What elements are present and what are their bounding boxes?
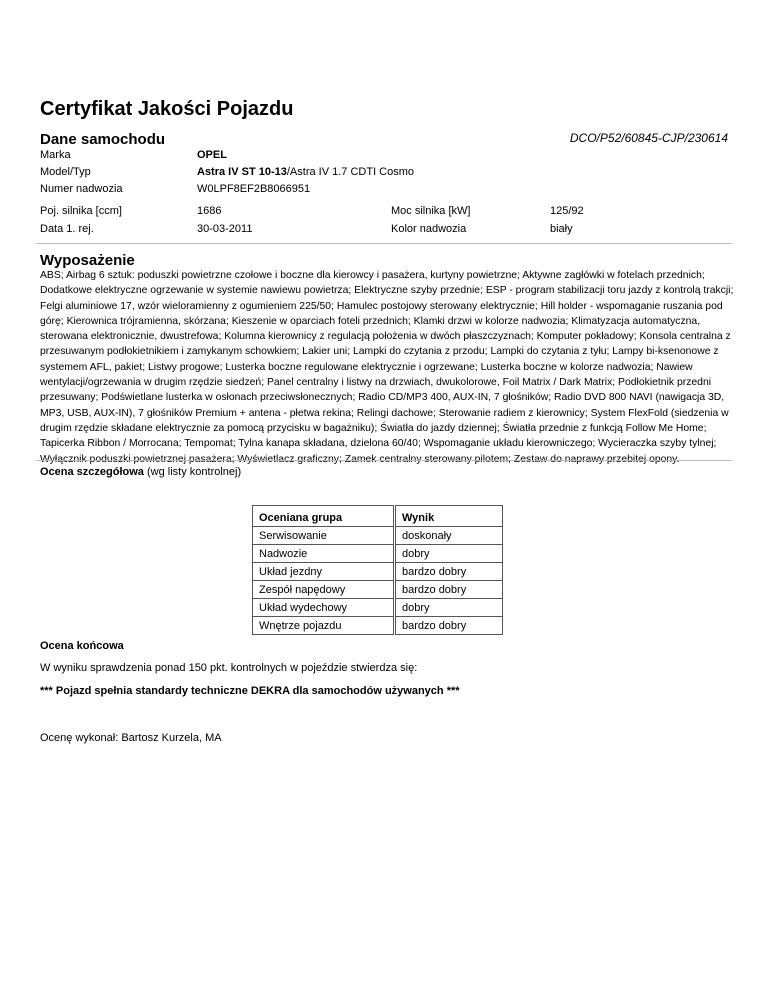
assessor-signature: Ocenę wykonał: Bartosz Kurzela, MA	[40, 732, 222, 744]
grades-table	[252, 505, 503, 635]
table-row	[253, 545, 503, 563]
color-label: Kolor nadwozia	[391, 223, 467, 235]
divider	[36, 243, 732, 244]
table-row	[253, 563, 503, 581]
detail-heading-note: (wg listy kontrolnej)	[143, 466, 242, 478]
table-row	[253, 581, 503, 599]
detail-heading-bold: Ocena szczegółowa	[40, 466, 144, 478]
group-column-header: Oceniana grupa	[253, 506, 394, 527]
table-row	[253, 527, 503, 545]
registration-label: Data 1. rej.	[40, 223, 94, 235]
group-cell: Układ jezdny	[253, 563, 394, 581]
model-variant: /Astra IV 1.7 CDTI Cosmo	[286, 166, 415, 178]
group-cell: Zespół napędowy	[253, 581, 394, 599]
power-value: 125/92	[550, 205, 584, 217]
make-value: OPEL	[197, 149, 227, 161]
final-assessment-heading: Ocena końcowa	[40, 640, 124, 652]
table-header-row	[253, 506, 503, 527]
model-name: Astra IV ST 10-13	[197, 166, 287, 178]
equipment-list: ABS; Airbag 6 sztuk: poduszki powietrzne czołowe i boczne dla kierowcy i pasażera, kurtyny powietrzne; Aktywne zagłówki w fotelach przednich; Dodatkowe elektryczne ogrzewanie w systemie nawiewu powietrza; Elektryczne szyby przednie; ESP - program stabilizacji toru jazdy z kontrolą trakcji; Felgi aluminiowe 17, wzór wieloramienny z ogumieniem 225/50; Hamulec postojowy sterowany elektrycznie; Hill holder - wspomaganie ruszania pod górę; Kierownica trójramienna, skórzana; Kieszenie w oparciach foteli przednich; Klamki drzwi w kolorze nadwozia; Klimatyzacja automatyczna, sterowana elektronicznie, dwustrefowa; Kolumna kierownicy z regulacją położenia w dwóch płaszczyznach; Komputer pokładowy; Konsola centralna z przesuwanym podłokietnikiem i zamykanym schowkiem; Lakier uni; Lampki do czytania z przodu; Lampki do czytania z tyłu; Lampy bi-ksenonowe z systemem AFL, pakiet; Listwy progowe; Lusterka boczne regulowane elektrycznie i ogrzewane; Lusterka boczne w kolorze nadwozia; Nawiew wentylacji/ogrzewania w drugim rzędzie siedzeń; Panel centralny i listwy na drzwiach, dwukolorowe, Foil Matrix / Dark Matrix; Podłokietnik przedni przesuwany; Podświetlane lusterka w osłonach przeciwsłonecznych; Radio CD/MP3 400, AUX-IN, 7 głośników; Radio DVD 800 NAVI (nawigacja 3D, MP3, USB, AUX-IN), 7 głośników Premium + antena - płetwa rekina; Relingi dachowe; Sterowanie radiem z kierownicy; System FlexFold (siedzenia w drugim rzędzie składane elektrycznie za pomocą przycisku w bagażniku); Światła do jazdy dziennej; Światła przednie z funkcją Follow Me Home; Tapicerka Ribbon / Morrocana; Tempomat; Tylna kanapa składana, dzielona 60/40; Wspomaganie układu kierowniczego; Wycieraczka szyby tylnej;	[40, 270, 734, 450]
document-id: DCO/P52/60845-CJP/230614	[569, 131, 728, 145]
final-assessment-text: W wyniku sprawdzenia ponad 150 pkt. kontrolnych w pojeździe stwierdza się:	[40, 662, 418, 674]
final-statement: *** Pojazd spełnia standardy techniczne DEKRA dla samochodów używanych ***	[40, 685, 460, 697]
table-row	[253, 617, 503, 635]
result-column-header: Wynik	[396, 506, 503, 527]
result-cell: bardzo dobry	[396, 563, 503, 581]
result-cell: bardzo dobry	[396, 617, 503, 635]
result-cell: doskonały	[396, 527, 503, 545]
group-cell: Układ wydechowy	[253, 599, 394, 617]
engine-label: Poj. silnika [ccm]	[40, 205, 122, 217]
detail-heading	[40, 466, 241, 478]
power-label: Moc silnika [kW]	[391, 205, 471, 217]
vin-value: W0LPF8EF2B8066951	[197, 183, 311, 195]
result-cell: dobry	[396, 599, 503, 617]
group-cell: Serwisowanie	[253, 527, 394, 545]
registration-value: 30-03-2011	[197, 223, 253, 235]
result-cell: bardzo dobry	[396, 581, 503, 599]
equipment-heading: Wyposażenie	[40, 252, 135, 269]
color-value: biały	[550, 223, 573, 235]
document-title: Certyfikat Jakości Pojazdu	[40, 98, 294, 120]
result-cell: dobry	[396, 545, 503, 563]
vin-label: Numer nadwozia	[40, 183, 123, 195]
divider	[36, 460, 732, 461]
group-cell: Wnętrze pojazdu	[253, 617, 394, 635]
model-value	[197, 166, 414, 178]
engine-value: 1686	[197, 205, 222, 217]
group-cell: Nadwozie	[253, 545, 394, 563]
model-label: Model/Typ	[40, 166, 91, 178]
table-row	[253, 599, 503, 617]
make-label: Marka	[40, 149, 71, 161]
car-data-heading: Dane samochodu	[40, 131, 166, 148]
